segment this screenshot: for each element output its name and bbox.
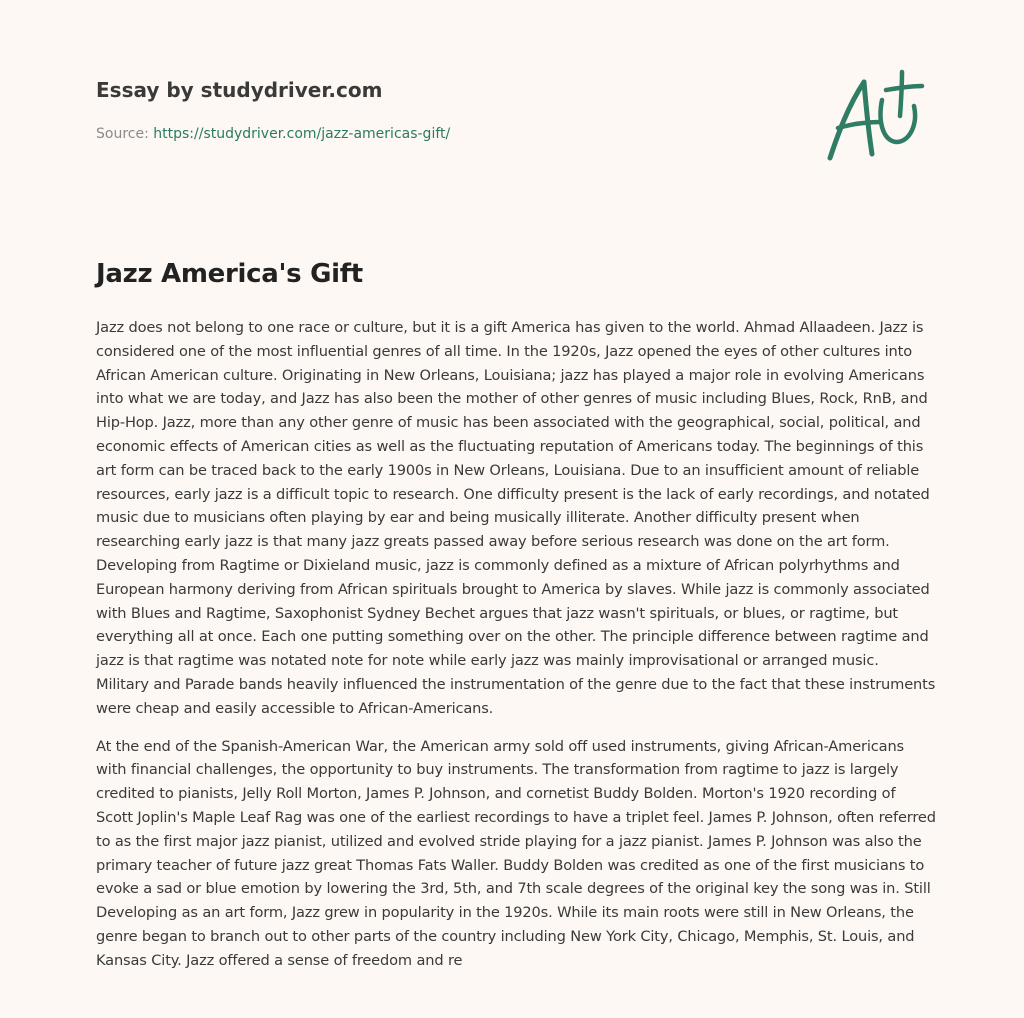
essay-paragraph: Jazz does not belong to one race or culture, but it is a gift America has given to the world. Ahmad Allaadeen. Jazz is considered one of the most influential genres of all time. In the 1920s, Jazz opened the eyes of other cultures into African American culture. Originating in New Orleans, Louisiana; jazz has played a major role in evolving Americans into what we are today, and Jazz has also been the mother of other genres of music including Blues, Rock, RnB, and Hip-Hop. Jazz, more than any other genre of music has been associated with the geographical, social, political, and economic effects of American cities as well as the fluctuating reputation of Americans today. The beginnings of this art form can be traced back to the early 1900s in New Orleans, Louisiana. Due to an insufficient amount of reliable resources, early jazz is a difficult topic to research. One difficulty present is the lack of early recordings, and notated music due to musicians often playing by ear and being musically illiterate. Another difficulty present when researching early jazz is that many jazz greats passed away before serious research was done on the art form. Developing from Ragtime or Dixieland music, jazz is commonly defined as a mixture of African polyrhythms and European harmony deriving from African spirituals brought to America by slaves. While jazz is commonly associated with Blues and Ragtime, Saxophonist Sydney Bechet argues that jazz wasn't spirituals, or blues, or ragtime, but everything all at once. Each one putting something over on the other. The principle difference between ragtime and jazz is that ragtime was notated note for note while early jazz was mainly improvisational or arranged music. Military and Parade bands heavily influenced the instrumentation of the genre due to the fact that these instruments were cheap and easily accessible to African-Americans. [96,319,936,717]
a-plus-logo-icon [822,68,928,164]
essay-header [96,76,796,144]
source-line [96,124,796,144]
essay-title: Jazz America's Gift [96,259,363,289]
source-link[interactable]: https://studydriver.com/jazz-americas-gift/ [153,126,451,142]
source-label: Source: [96,126,149,142]
site-title: Essay by studydriver.com [96,78,383,102]
essay-body [96,316,936,987]
essay-paragraph: At the end of the Spanish-American War, the American army sold off used instruments, giving African-Americans with financial challenges, the opportunity to buy instruments. The transformation from ragtime to jazz is largely credited to pianists, Jelly Roll Morton, James P. Johnson, and cornetist Buddy Bolden. Morton's 1920 recording of Scott Joplin's Maple Leaf Rag was one of the earliest recordings to have a triplet feel. James P. Johnson, often referred to as the first major jazz pianist, utilized and evolved stride playing for a jazz pianist. James P. Johnson was also the primary teacher of future jazz great Thomas Fats Waller. Buddy Bolden was credited as one of the first musicians to evoke a sad or blue emotion by lowering the 3rd, 5th, and 7th scale degrees of the original key the song was in. Still Developing as an art form, Jazz grew in popularity in the 1920s. While its main roots were still in New Orleans, the genre began to branch out to other parts of the country including New York City, Chicago, Memphis, St. Louis, and Kansas City. Jazz offered a sense of freedom and re [96,737,936,969]
